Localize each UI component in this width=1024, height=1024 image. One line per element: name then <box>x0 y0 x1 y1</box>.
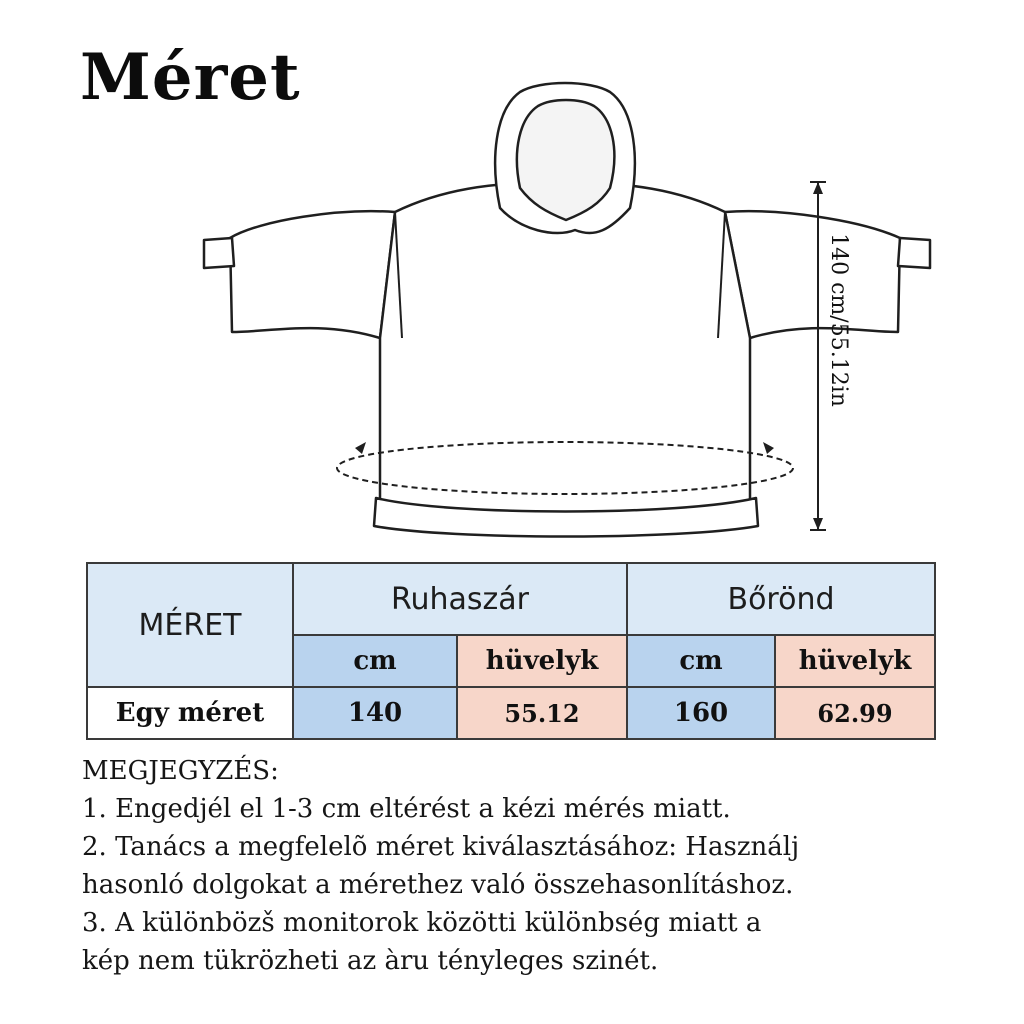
page-title: Méret <box>80 40 301 115</box>
unit-cell <box>775 635 935 687</box>
unit-cell <box>293 635 457 687</box>
unit-cell <box>627 635 775 687</box>
unit-label: cm <box>353 646 397 676</box>
group-label: Ruhaszár <box>390 581 529 617</box>
notes-section <box>82 752 982 980</box>
right-sleeve <box>725 211 900 338</box>
unit-cell <box>457 635 627 687</box>
length-label: 140 cm/55.12in <box>826 233 851 407</box>
row-label: Egy méret <box>115 698 265 728</box>
table-header-size <box>87 563 293 687</box>
table-header-group <box>627 563 935 635</box>
notes-heading: MEGJEGYZÉS: <box>82 756 279 786</box>
unit-label: hüvelyk <box>485 646 599 676</box>
value-cell <box>293 687 457 739</box>
table-row <box>87 687 935 739</box>
note-line: 3. A különbözš monitorok közötti különbség miatt a <box>82 908 762 938</box>
group-label: Bőrönd <box>727 581 835 617</box>
note-line: kép nem tükrözheti az àru tényleges szinét. <box>82 946 659 976</box>
value-label: 160 <box>673 698 729 728</box>
value-label: 140 <box>347 698 403 728</box>
unit-label: cm <box>679 646 723 676</box>
unit-label: hüvelyk <box>798 646 912 676</box>
table-header-group <box>293 563 627 635</box>
value-cell <box>457 687 627 739</box>
hoodie-size-diagram <box>190 70 950 550</box>
value-cell <box>627 687 775 739</box>
note-line: 1. Engedjél el 1-3 cm eltérést a kézi mérés miatt. <box>82 794 731 824</box>
value-cell <box>775 687 935 739</box>
size-table <box>86 562 936 740</box>
left-sleeve <box>230 211 395 338</box>
row-label-cell <box>87 687 293 739</box>
value-label: 62.99 <box>817 698 893 728</box>
size-header-label: MÉRET <box>138 607 242 643</box>
value-label: 55.12 <box>504 698 580 728</box>
right-cuff <box>898 238 930 268</box>
note-line: 2. Tanács a megfelelõ méret kiválasztásához: Használj <box>82 832 800 862</box>
note-line: hasonló dolgokat a mérethez való összehasonlításhoz. <box>82 870 794 900</box>
left-cuff <box>204 238 234 268</box>
hood-opening <box>517 100 614 220</box>
